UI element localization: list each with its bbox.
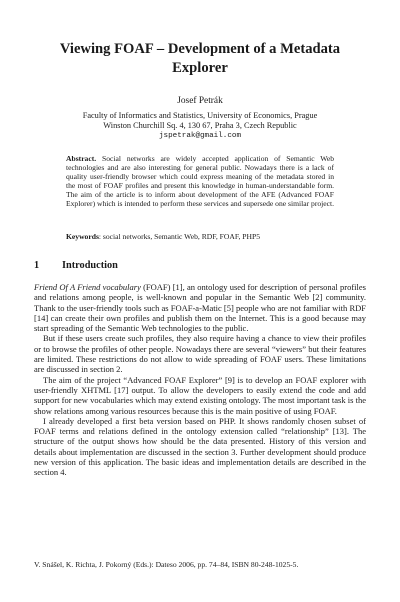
affiliation-line-1: Faculty of Informatics and Statistics, University of Economics, Prague — [82, 111, 318, 120]
paragraph-1-italic: Friend Of A Friend vocabulary — [34, 282, 141, 292]
abstract-label: Abstract. — [66, 154, 97, 163]
author-name: Josef Petrák — [177, 96, 223, 106]
paragraph-2: But if these users create such profiles, they also require having a chance to view their profiles or to browse the profiles of other people. Nowadays there are several “viewers” but their features are limited. These restrictions do not allow to wide spreading of FOAF users. These limitations are discussed in section 2. — [34, 333, 366, 375]
affiliation — [0, 111, 400, 142]
section-number: 1 — [34, 260, 40, 271]
paragraph-3: The aim of the project “Advanced FOAF Explorer” [9] is to develop an FOAF explorer with user-friendly XHTML [17] output. To allow the developers to easily extend the code and add support for new vocabularies which may extend existing ontology. The most important task is the show relations among various resources because this is the main positive of using FOAF. — [34, 374, 366, 416]
section-title: Introduction — [62, 260, 118, 271]
section-body — [34, 282, 366, 478]
affiliation-line-2: Winston Churchill Sq. 4, 130 67, Praha 3, Czech Republic — [103, 121, 297, 131]
keywords-label: Keywords — [66, 232, 99, 241]
keywords-text: : social networks, Semantic Web, RDF, FOAF, PHP5 — [98, 232, 260, 241]
author-email: jspetrak@gmail.com — [158, 132, 242, 141]
paragraph-1 — [34, 282, 366, 333]
page-footer: V. Snášel, K. Richta, J. Pokorný (Eds.): Dateso 2006, pp. 74–84, ISBN 80-248-1025-5. — [34, 560, 299, 569]
keywords — [66, 232, 334, 241]
paragraph-1-text: (FOAF) [1], an ontology used for description of personal profiles and relations among people, is well-known and popular in the Semantic Web [2] community. Thank to the user-friendly tools such as FOAF-a-Matic [5] people who are not familiar with RDF [14] can create their own profiles and publish them on the Internet. This is a good because may start spreading of the Semantic Web technologies to the public. — [34, 282, 366, 334]
section-heading — [34, 260, 118, 271]
paper-title: Viewing FOAF – Development of a Metadata Explorer — [59, 41, 341, 76]
abstract-text: Social networks are widely accepted application of Semantic Web technologies and are also interesting for general public. Nowadays there is a lack of quality user-friendly browser which could express meaning of the metadata stored in the most of FOAF profiles and present this knowledge in human-understandable form. The aim of the article is to inform about development of the AFE (Advanced FOAF Explorer) which is intended to perform these services and supersede one similar project. — [66, 154, 335, 209]
paragraph-4: I already developed a first beta version based on PHP. It shows randomly chosen subset of FOAF terms and relations defined in the ontology extension called “relationship” [13]. The structure of the output shows how should be the data presented. History of this version and details about implementation are discussed in the section 3. Further development should produce new version of this application. The basic ideas and implementation details are described in the section 4. — [34, 415, 366, 478]
abstract — [66, 154, 334, 209]
